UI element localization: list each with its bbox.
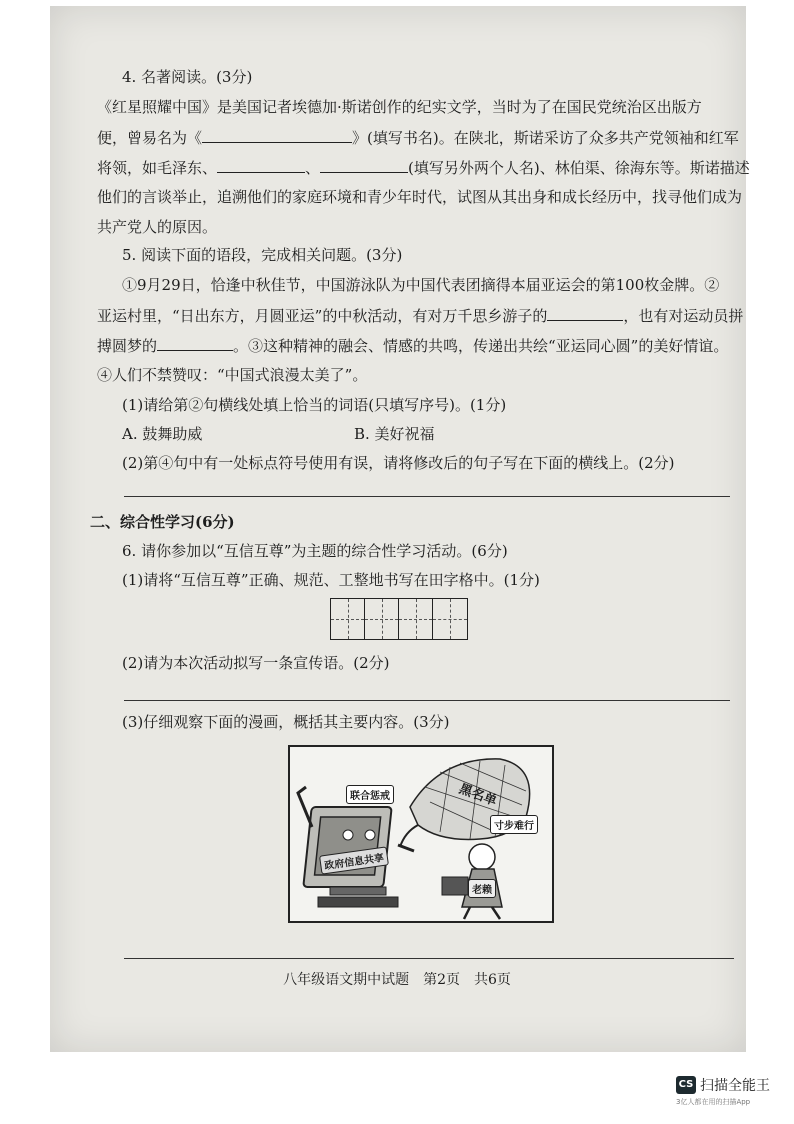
blacklist-label: 黑名单 (456, 781, 499, 810)
q6-sub2: (2)请为本次活动拟写一条宣传语。(2分) (122, 654, 390, 672)
q5-line-2: 亚运村里，“日出东方，月圆亚运”的中秋活动，有对万千思乡游子的 ，也有对运动员拼 (97, 304, 743, 327)
bubble-hard-to-move: 寸步难行 (490, 815, 538, 834)
cartoon-image (288, 745, 554, 923)
monitor-label: 政府信息共享 (319, 846, 389, 874)
grid-cell-4[interactable] (433, 599, 467, 639)
footer-rule (124, 958, 734, 959)
q5-option-a: A. 鼓舞助威 (122, 425, 203, 443)
q5-line-1: ①9月29日，恰逢中秋佳节，中国游泳队为中国代表团摘得本届亚运会的第100枚金牌。② (122, 276, 720, 294)
q4-line-5: 共产党人的原因。 (97, 218, 218, 236)
grid-cell-1[interactable] (331, 599, 365, 639)
q4-line-4: 他们的言谈举止，追溯他们的家庭环境和青少年时代，试图从其出身和成长经历中，找寻他们成为 (97, 188, 743, 206)
cartoon-drawing (290, 747, 552, 921)
scanner-logo-icon: CS (676, 1076, 696, 1094)
word-blank-2[interactable] (157, 334, 233, 351)
q5-answer-line[interactable] (124, 496, 730, 497)
q4-line-2: 便，曾易名为《 》(填写书名)。在陕北，斯诺采访了众多共产党领袖和红军 (97, 126, 739, 149)
name-blank-1[interactable] (217, 156, 305, 173)
q5-line-4: ④人们不禁赞叹：“中国式浪漫太美了”。 (97, 366, 368, 384)
q4-title: 4. 名著阅读。(3分) (122, 68, 253, 86)
grid-cell-3[interactable] (399, 599, 433, 639)
tianzige-grid[interactable] (330, 598, 468, 640)
q5-option-b: B. 美好祝福 (354, 425, 435, 443)
section-2-title: 二、综合性学习(6分) (90, 513, 235, 531)
q6-sub3: (3)仔细观察下面的漫画，概括其主要内容。(3分) (122, 713, 450, 731)
q5-sub2: (2)第④句中有一处标点符号使用有误，请将修改后的句子写在下面的横线上。(2分) (122, 454, 675, 472)
scanner-tagline: 3亿人都在用的扫描App (676, 1098, 751, 1106)
grid-cell-2[interactable] (365, 599, 399, 639)
q6-sub1: (1)请将“互信互尊”正确、规范、工整地书写在田字格中。(1分) (122, 571, 540, 589)
person-label: 老赖 (468, 879, 496, 898)
q5-title: 5. 阅读下面的语段，完成相关问题。(3分) (122, 246, 403, 264)
bubble-joint-punishment: 联合惩戒 (346, 785, 394, 804)
name-blank-2[interactable] (320, 156, 408, 173)
q4-line-1: 《红星照耀中国》是美国记者埃德加·斯诺创作的纪实文学，当时为了在国民党统治区出版方 (97, 98, 702, 116)
scanner-name: 扫描全能王 (700, 1078, 770, 1094)
page-footer: 八年级语文期中试题 第2页 共6页 (283, 972, 511, 988)
word-blank-1[interactable] (547, 304, 623, 321)
scanner-brand (672, 1074, 790, 1108)
q4-line-3: 将领，如毛泽东、 、 (填写另外两个人名)、林伯渠、徐海东等。斯诺描述 (97, 156, 750, 179)
q5-line-3: 搏圆梦的 。③这种精神的融会、情感的共鸣，传递出共绘“亚运同心圆”的美好情谊。 (97, 334, 728, 357)
q6-slogan-answer-line[interactable] (124, 700, 730, 701)
q5-sub1: (1)请给第②句横线处填上恰当的词语(只填写序号)。(1分) (122, 396, 507, 414)
q6-title: 6. 请你参加以“互信互尊”为主题的综合性学习活动。(6分) (122, 542, 508, 560)
book-title-blank[interactable] (202, 126, 352, 143)
